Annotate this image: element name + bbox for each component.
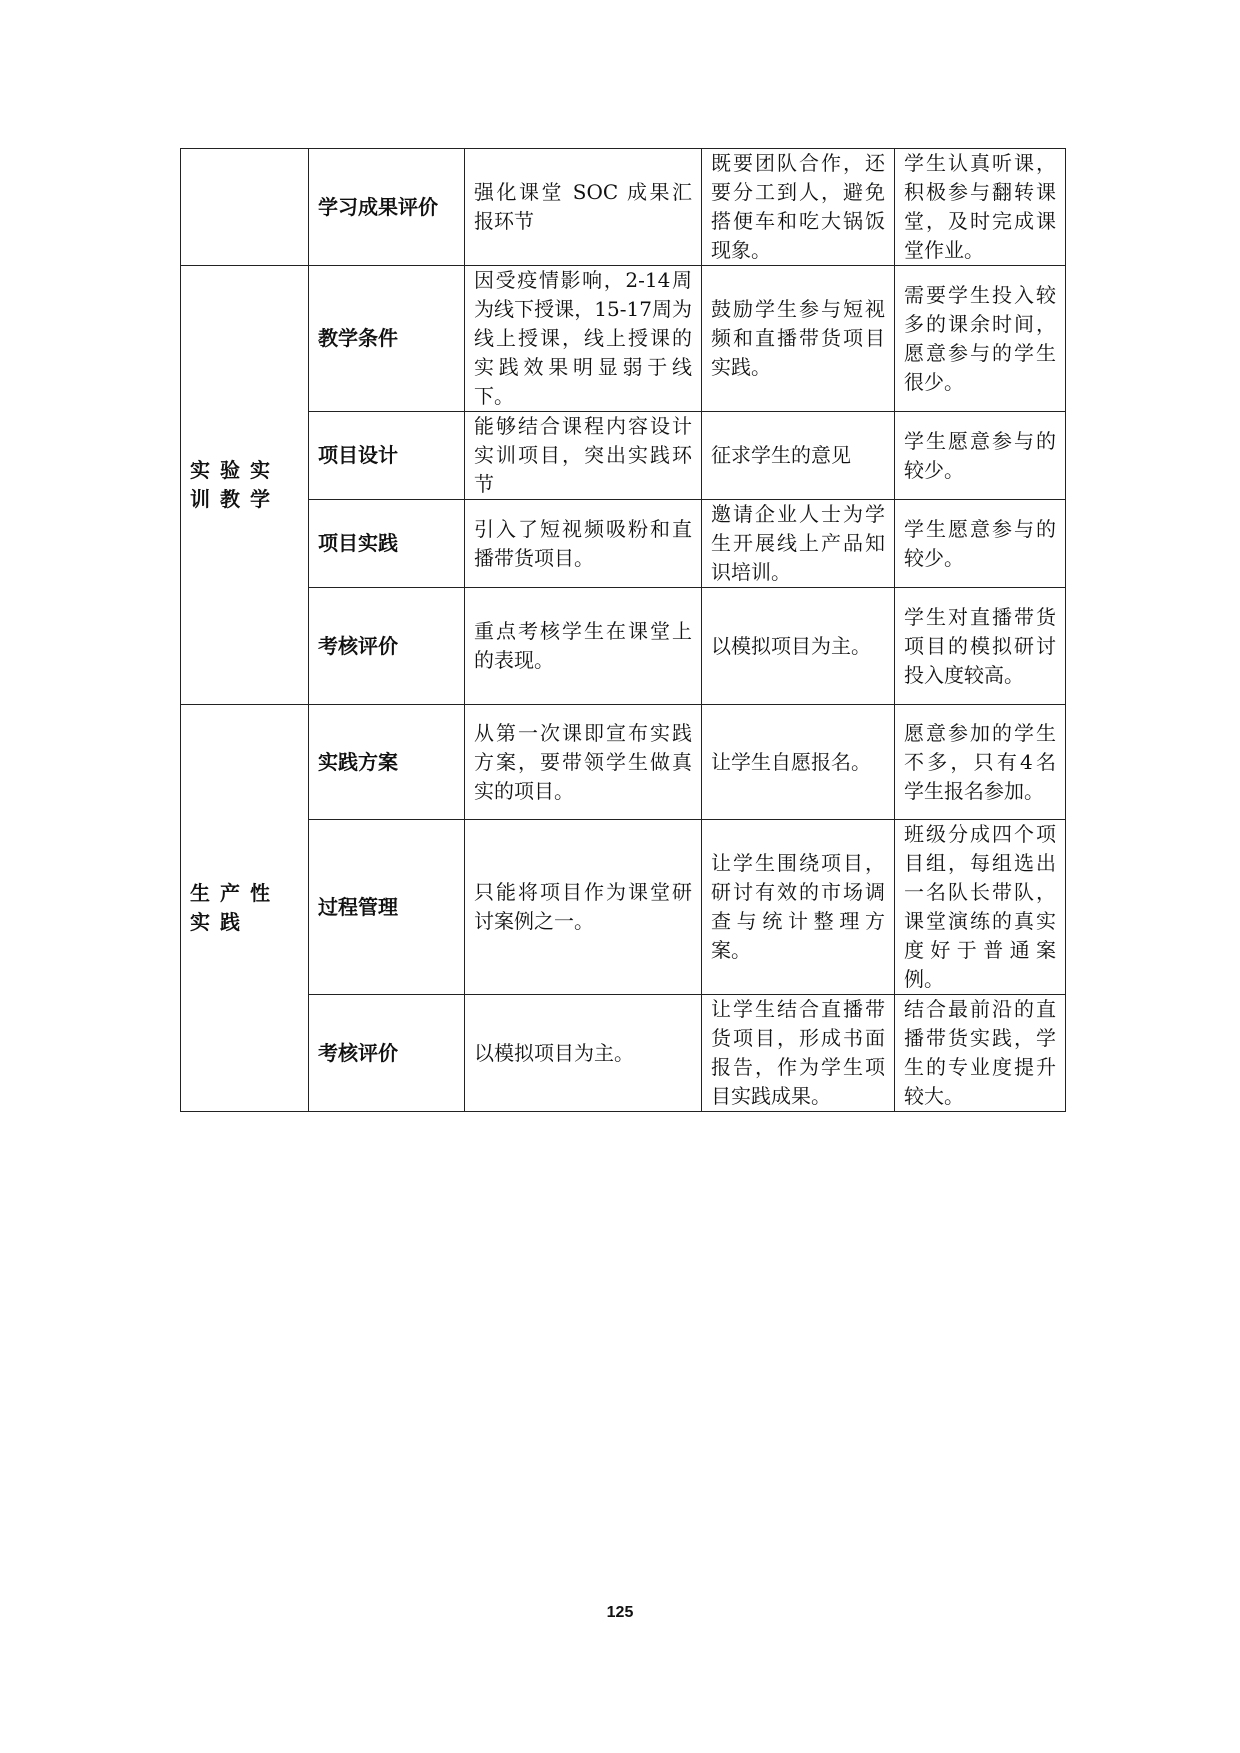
item-cell: 学习成果评价 [309,149,465,266]
table-row [181,820,1066,995]
item-cell: 过程管理 [309,820,465,995]
table-row [181,412,1066,500]
table-row [181,266,1066,412]
content-cell: 只能将项目作为课堂研讨案例之一。 [465,820,702,995]
item-cell: 项目设计 [309,412,465,500]
content-cell: 以模拟项目为主。 [702,588,895,705]
content-cell: 愿意参加的学生不多，只有4名学生报名参加。 [895,705,1066,820]
content-cell: 让学生结合直播带货项目，形成书面报告，作为学生项目实践成果。 [702,995,895,1112]
content-cell: 班级分成四个项目组，每组选出一名队长带队，课堂演练的真实度好于普通案例。 [895,820,1066,995]
content-cell: 从第一次课即宣布实践方案，要带领学生做真实的项目。 [465,705,702,820]
content-cell: 强化课堂 SOC 成果汇报环节 [465,149,702,266]
content-cell: 因受疫情影响，2-14周为线下授课，15-17周为线上授课，线上授课的实践效果明显弱于线下。 [465,266,702,412]
table-row [181,995,1066,1112]
content-cell: 既要团队合作，还要分工到人，避免搭便车和吃大锅饭现象。 [702,149,895,266]
content-cell: 学生对直播带货项目的模拟研讨投入度较高。 [895,588,1066,705]
content-cell: 让学生自愿报名。 [702,705,895,820]
content-cell: 引入了短视频吸粉和直播带货项目。 [465,500,702,588]
content-cell: 学生认真听课，积极参与翻转课堂，及时完成课堂作业。 [895,149,1066,266]
content-cell: 重点考核学生在课堂上的表现。 [465,588,702,705]
content-cell: 以模拟项目为主。 [465,995,702,1112]
category-cell [181,149,309,266]
content-cell: 能够结合课程内容设计实训项目，突出实践环节 [465,412,702,500]
content-cell: 学生愿意参与的较少。 [895,500,1066,588]
item-cell: 实践方案 [309,705,465,820]
page-number: 125 [606,1604,634,1621]
table-row [181,705,1066,820]
table-row [181,149,1066,266]
evaluation-table [180,148,1066,1112]
category-cell: 生产性实践 [181,705,309,1112]
category-cell: 实验实训教学 [181,266,309,705]
content-cell: 让学生围绕项目，研讨有效的市场调查与统计整理方案。 [702,820,895,995]
item-cell: 教学条件 [309,266,465,412]
item-cell: 项目实践 [309,500,465,588]
content-cell: 征求学生的意见 [702,412,895,500]
table-row [181,500,1066,588]
table-row [181,588,1066,705]
content-cell: 需要学生投入较多的课余时间，愿意参与的学生很少。 [895,266,1066,412]
content-cell: 邀请企业人士为学生开展线上产品知识培训。 [702,500,895,588]
content-cell: 结合最前沿的直播带货实践，学生的专业度提升较大。 [895,995,1066,1112]
item-cell: 考核评价 [309,995,465,1112]
content-cell: 鼓励学生参与短视频和直播带货项目实践。 [702,266,895,412]
content-cell: 学生愿意参与的较少。 [895,412,1066,500]
item-cell: 考核评价 [309,588,465,705]
